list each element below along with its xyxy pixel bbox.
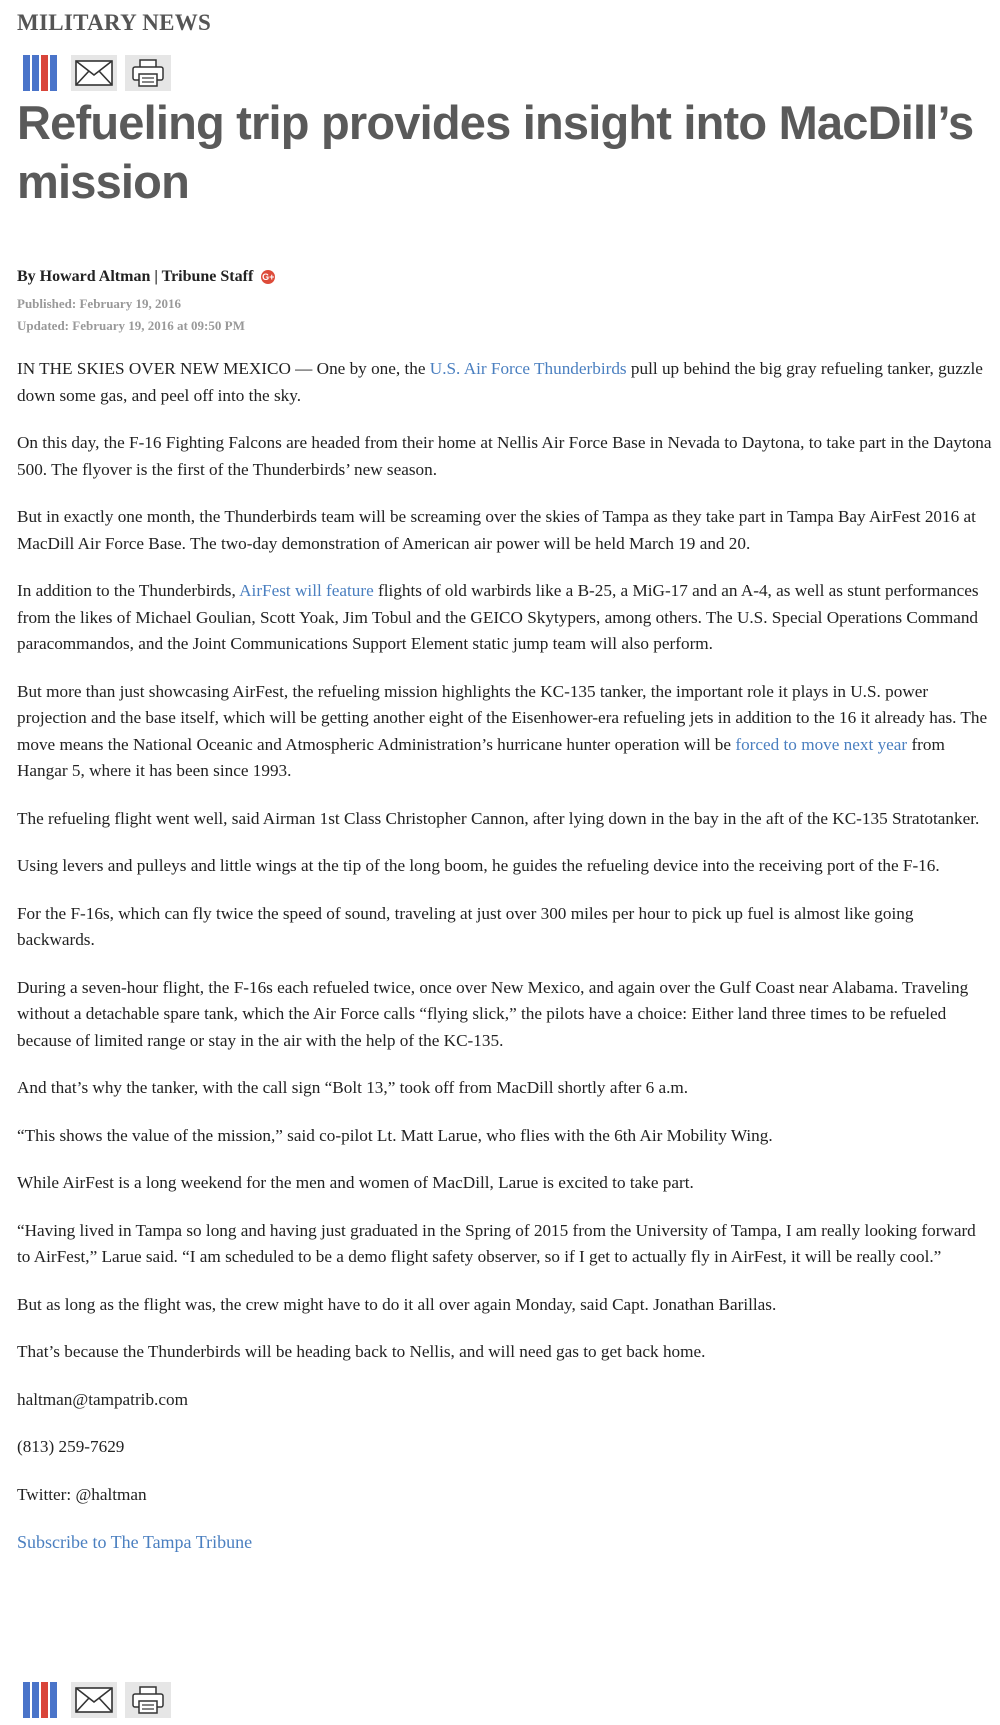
article-body bbox=[17, 356, 992, 1577]
share-button[interactable] bbox=[17, 55, 63, 91]
email-button[interactable] bbox=[71, 55, 117, 91]
email-icon bbox=[75, 60, 113, 86]
print-icon bbox=[132, 59, 164, 87]
author-phone: (813) 259-7629 bbox=[17, 1437, 125, 1456]
paragraph: The refueling flight went well, said Airman 1st Class Christopher Cannon, after lying down in the bay in the aft of the KC-135 Stratotanker. bbox=[17, 808, 980, 828]
airfest-link[interactable]: AirFest will feature bbox=[239, 581, 374, 600]
paragraph: While AirFest is a long weekend for the men and women of MacDill, Larue is excited to take part. bbox=[17, 1173, 694, 1192]
paragraph: “Having lived in Tampa so long and having just graduated in the Spring of 2015 from the University of Tampa, I am really looking forward to AirFest,” Larue said. “I am scheduled to be a demo flight safety observer, so if I get to actually fly in AirFest, it will be really cool.” bbox=[17, 1220, 976, 1266]
subscribe-paragraph bbox=[17, 1529, 992, 1556]
published-date: Published: February 19, 2016 bbox=[17, 296, 181, 311]
email-icon bbox=[75, 1687, 113, 1713]
share-toolbar-top bbox=[17, 55, 171, 91]
author-twitter: Twitter: @haltman bbox=[17, 1484, 147, 1504]
subscribe-link[interactable]: Subscribe to The Tampa Tribune bbox=[17, 1532, 253, 1552]
byline-text: By Howard Altman | Tribune Staff bbox=[17, 268, 254, 285]
print-button[interactable] bbox=[125, 1682, 171, 1718]
print-button[interactable] bbox=[125, 55, 171, 91]
paragraph: But as long as the flight was, the crew might have to do it all over again Monday, said Capt. Jonathan Barillas. bbox=[17, 1294, 777, 1314]
share-toolbar-bottom bbox=[17, 1682, 171, 1718]
paragraph: In addition to the Thunderbirds, AirFest will feature flights of old warbirds like a B-25, a MiG-17 and an A-4, as well as stunt performances from the likes of Michael Goulian, Scott Yoak, Jim Tobul and the GEICO Skytypers, among others. The U.S. Special Operations Command paracommandos, and the Joint Communications Support Element static jump team will also perform. bbox=[17, 581, 979, 653]
headline: Refueling trip provides insight into MacDill’s mission bbox=[17, 96, 974, 208]
paragraph: But more than just showcasing AirFest, the refueling mission highlights the KC-135 tanker, the important role it plays in U.S. power projection and the base itself, which will be getting another eight of the Eisenhower-era refueling jets in addition to the 16 it already has. The move means the National Oceanic and Atmospheric Administration’s hurricane hunter operation will be forced to move next year from Hangar 5, where it has been since 1993. bbox=[17, 681, 988, 780]
email-button[interactable] bbox=[71, 1682, 117, 1718]
paragraph: But in exactly one month, the Thunderbirds team will be screaming over the skies of Tampa as they take part in Tampa Bay AirFest 2016 at MacDill Air Force Base. The two-day demonstration of American air power will be held March 19 and 20. bbox=[17, 507, 976, 553]
byline bbox=[17, 268, 275, 286]
updated-date: Updated: February 19, 2016 at 09:50 PM bbox=[17, 318, 245, 333]
google-plus-icon[interactable]: G+ bbox=[262, 272, 275, 282]
author-email: haltman@tampatrib.com bbox=[17, 1389, 188, 1409]
share-button[interactable] bbox=[17, 1682, 63, 1718]
paragraph: And that’s why the tanker, with the call sign “Bolt 13,” took off from MacDill shortly after 6 a.m. bbox=[17, 1078, 689, 1097]
paragraph: “This shows the value of the mission,” said co-pilot Lt. Matt Larue, who flies with the 6th Air Mobility Wing. bbox=[17, 1125, 773, 1145]
paragraph: Using levers and pulleys and little wings at the tip of the long boom, he guides the refueling device into the receiving port of the F-16. bbox=[17, 856, 940, 875]
thunderbirds-link[interactable]: U.S. Air Force Thunderbirds bbox=[429, 359, 627, 378]
share-bars-icon bbox=[23, 55, 57, 91]
paragraph: For the F-16s, which can fly twice the speed of sound, traveling at just over 300 miles per hour to pick up fuel is almost like going backwards. bbox=[17, 903, 914, 949]
forced-to-move-link[interactable]: forced to move next year bbox=[735, 734, 908, 754]
section-label: MILITARY NEWS bbox=[17, 10, 212, 35]
paragraph: During a seven-hour flight, the F-16s each refueled twice, once over New Mexico, and again over the Gulf Coast near Alabama. Traveling without a detachable spare tank, which the Air Force calls “flying slick,” the pilots have a choice: Either land three times to be refueled because of limited range or stay in the air with the help of the KC-135. bbox=[17, 977, 969, 1050]
print-icon bbox=[132, 1686, 164, 1714]
paragraph: That’s because the Thunderbirds will be heading back to Nellis, and will need gas to get back home. bbox=[17, 1342, 706, 1361]
share-bars-icon bbox=[23, 1682, 57, 1718]
paragraph: On this day, the F-16 Fighting Falcons are headed from their home at Nellis Air Force Base in Nevada to Daytona, to take part in the Daytona 500. The flyover is the first of the Thunderbirds’ new season. bbox=[17, 433, 992, 479]
paragraph: IN THE SKIES OVER NEW MEXICO — One by one, the U.S. Air Force Thunderbirds pull up behind the big gray refueling tanker, guzzle down some gas, and peel off into the sky. bbox=[17, 359, 983, 405]
